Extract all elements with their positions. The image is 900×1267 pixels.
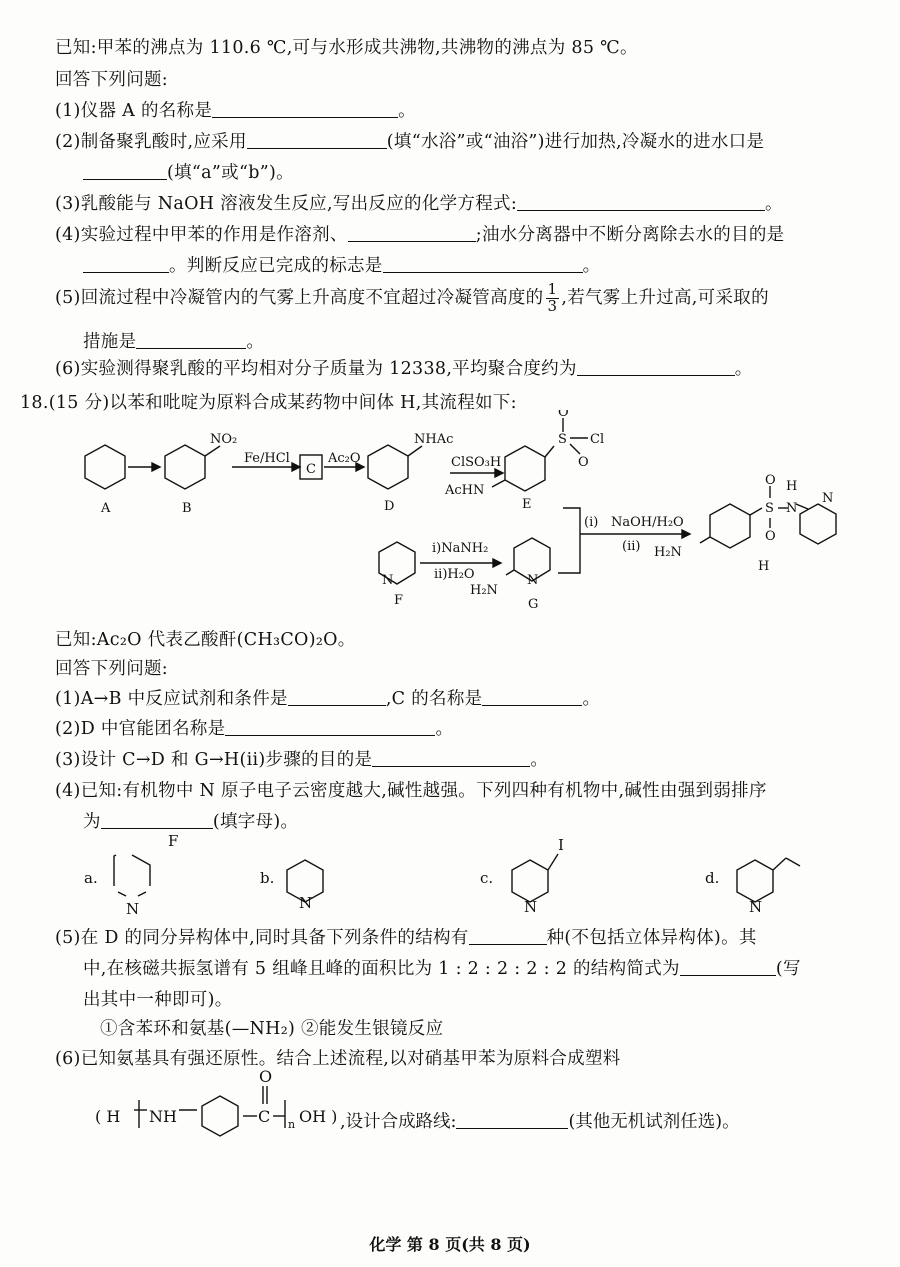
q18-header: 18.(15 分)以苯和吡啶为原料合成某药物中间体 H,其流程如下:	[20, 393, 517, 413]
answer-blank[interactable]	[101, 812, 213, 829]
option-b: b.	[260, 869, 275, 887]
option-a-n: N	[126, 900, 140, 918]
label-step-i: (i)	[584, 515, 599, 530]
option-a: a.	[84, 869, 98, 887]
pyridine-a	[132, 855, 150, 886]
synthesis-scheme	[70, 410, 890, 620]
benzene-ring-D	[368, 445, 408, 489]
q17-4c: 。判断反应已完成的标志是	[169, 256, 383, 276]
q18-1b: ,C 的名称是	[385, 689, 483, 709]
label-g: G	[528, 597, 539, 612]
answer-blank[interactable]	[136, 332, 246, 349]
label-n-h: N	[786, 501, 798, 516]
benzene-ring-polymer	[202, 1096, 238, 1136]
q17-5c: 措施是	[83, 332, 137, 352]
q18-2	[55, 715, 453, 740]
q18-1-end: 。	[582, 689, 601, 709]
q17-6	[55, 355, 753, 380]
q17-2a: (2)制备聚乳酸时,应采用	[55, 132, 247, 152]
polymer-left: ( H	[95, 1107, 121, 1126]
label-n-g: N	[527, 573, 539, 588]
option-a-f: F	[168, 832, 179, 850]
label-n-f: N	[382, 573, 394, 588]
q18-4b: 为	[83, 812, 101, 832]
answer-blank[interactable]	[517, 194, 765, 211]
option-d: d.	[705, 869, 720, 887]
q18-1a: (1)A→B 中反应试剂和条件是	[55, 689, 288, 709]
answer-blank[interactable]	[482, 689, 582, 706]
label-e: E	[522, 497, 532, 512]
answer-blank[interactable]	[247, 132, 387, 149]
q17-4b: ;油水分离器中不断分离除去水的目的是	[475, 225, 785, 245]
q18-5c: 中,在核磁共振氢谱有 5 组峰且峰的面积比为 1 : 2 : 2 : 2 : 2 的结构简式为	[83, 959, 680, 979]
q17-5-cont	[83, 328, 264, 353]
pyridine-options	[80, 830, 860, 920]
polymer-nh: NH	[149, 1107, 177, 1126]
label-step-ii: (ii)	[622, 539, 641, 554]
label-h-compound: H	[758, 559, 770, 574]
label-o-h1: O	[765, 473, 776, 488]
q17-6-text: (6)实验测得聚乳酸的平均相对分子质量为 12338,平均聚合度约为	[55, 359, 577, 379]
label-s-h: S	[765, 501, 774, 516]
q18-prompt: 回答下列问题:	[55, 659, 168, 679]
benzene-ring-B	[165, 445, 205, 489]
polymer-o: O	[259, 1070, 273, 1086]
option-b-n: N	[299, 894, 313, 912]
q17-2b: (填“水浴”或“油浴”)进行加热,冷凝水的进水口是	[386, 132, 765, 152]
q17-5	[55, 282, 769, 315]
reagent-nanh2: i)NaNH₂	[432, 541, 489, 556]
q17-prompt: 回答下列问题:	[55, 70, 168, 90]
fraction-one-third: $\frac{1}{3}$	[547, 280, 558, 315]
q17-2c: (填“a”或“b”)。	[167, 163, 294, 183]
answer-blank[interactable]	[288, 689, 386, 706]
benzene-ring-E	[505, 446, 545, 491]
q18-2-text: (2)D 中官能团名称是	[55, 719, 226, 739]
page-footer: 化学 第 8 页(共 8 页)	[369, 1235, 531, 1254]
label-cl: Cl	[590, 432, 605, 447]
q17-5a: (5)回流过程中冷凝管内的气雾上升高度不宜超过冷凝管高度的	[55, 287, 544, 308]
label-h2n-g: H₂N	[470, 583, 498, 598]
q17-3-text: (3)乳酸能与 NaOH 溶液发生反应,写出反应的化学方程式:	[55, 194, 518, 214]
q18-4c: (填字母)。	[212, 812, 299, 832]
answer-blank[interactable]	[348, 225, 476, 242]
answer-blank[interactable]	[456, 1112, 568, 1129]
option-c: c.	[480, 869, 494, 887]
label-n-h-ring: N	[822, 491, 834, 506]
q18-given: 已知:Ac₂O 代表乙酸酐(CH₃CO)₂O。	[55, 630, 356, 650]
q18-5e: 出其中一种即可)。	[83, 990, 233, 1010]
answer-blank[interactable]	[577, 359, 735, 376]
label-b: B	[182, 501, 192, 516]
q17-5-end: 。	[246, 332, 265, 352]
q17-1	[55, 97, 416, 122]
q17-4a: (4)实验过程中甲苯的作用是作溶剂、	[55, 225, 348, 245]
q18-5-cont	[83, 955, 801, 980]
q17-2-cont	[83, 159, 294, 184]
reagent-h2o: ii)H₂O	[434, 567, 475, 582]
q18-6c: (其他无机试剂任选)。	[568, 1112, 740, 1132]
reagent-ac2o: Ac₂O	[328, 451, 361, 466]
q17-1-end: 。	[398, 101, 416, 121]
pyridine-d	[737, 860, 773, 902]
q18-2-end: 。	[435, 719, 454, 739]
q17-1-text: (1)仪器 A 的名称是	[55, 101, 213, 121]
label-o-h2: O	[765, 529, 776, 544]
option-c-i: I	[558, 836, 564, 854]
q18-1	[55, 685, 600, 710]
pyridine-c	[512, 860, 548, 902]
polymer-c: C	[258, 1107, 271, 1126]
label-h-h: H	[786, 479, 798, 494]
q18-5-conditions: ①含苯环和氨基(—NH₂) ②能发生银镜反应	[100, 1019, 444, 1039]
label-s: S	[558, 432, 567, 447]
answer-blank[interactable]	[225, 719, 435, 736]
reagent-naoh: NaOH/H₂O	[611, 515, 684, 530]
q18-6-polymer-line	[95, 1070, 855, 1150]
reagent-clso3h: ClSO₃H	[451, 455, 502, 470]
reagent-fehcl: Fe/HCl	[244, 451, 290, 466]
label-f: F	[394, 593, 404, 608]
q18-6: (6)已知氨基具有强还原性。结合上述流程,以对硝基甲苯为原料合成塑料	[55, 1049, 621, 1069]
label-o-bottom: O	[578, 455, 589, 470]
q17-6-end: 。	[734, 359, 753, 379]
pyridine-ring-H	[800, 504, 836, 544]
polymer-oh: OH )	[299, 1107, 338, 1126]
label-nhac: NHAc	[414, 432, 454, 447]
q18-6-route	[340, 1108, 740, 1133]
q17-3	[55, 190, 783, 215]
polymer-n: n	[288, 1118, 296, 1131]
q18-4: (4)已知:有机物中 N 原子电子云密度越大,碱性越强。下列四种有机物中,碱性由强到弱排序	[55, 781, 767, 801]
q18-5a: (5)在 D 的同分异构体中,同时具备下列条件的结构有	[55, 928, 469, 948]
q18-5b: 种(不包括立体异构体)。其	[546, 928, 757, 948]
answer-blank[interactable]	[212, 101, 398, 118]
answer-blank[interactable]	[83, 256, 169, 273]
q18-5d: (写	[775, 959, 801, 979]
q17-4-cont	[83, 252, 600, 277]
answer-blank[interactable]	[680, 959, 776, 976]
q18-5	[55, 924, 757, 949]
q17-4	[55, 221, 784, 246]
q18-3-text: (3)设计 C→D 和 G→H(ii)步骤的目的是	[55, 750, 373, 770]
label-a: A	[101, 501, 111, 516]
q17-3-end: 。	[765, 194, 783, 214]
q18-3-end: 。	[530, 750, 549, 770]
label-o-top: O	[558, 410, 569, 420]
label-no2: NO₂	[210, 432, 238, 447]
label-h2n-h: H₂N	[654, 545, 682, 560]
answer-blank[interactable]	[469, 928, 547, 945]
q18-3	[55, 746, 548, 771]
answer-blank[interactable]	[83, 163, 167, 180]
option-d-n: N	[749, 898, 763, 916]
benzene-ring-H	[710, 504, 750, 548]
label-d: D	[384, 499, 395, 514]
benzene-ring-A	[85, 445, 125, 489]
label-achn: AcHN	[445, 483, 485, 498]
option-c-n: N	[524, 898, 538, 916]
q17-5b: ,若气雾上升过高,可采取的	[561, 287, 769, 308]
q17-given: 已知:甲苯的沸点为 110.6 ℃,可与水形成共沸物,共沸物的沸点为 85 ℃。	[55, 38, 638, 58]
q17-2	[55, 128, 764, 153]
q17-4-end: 。	[582, 256, 601, 276]
answer-blank[interactable]	[383, 256, 583, 273]
q18-6b: ,设计合成路线:	[340, 1112, 457, 1132]
answer-blank[interactable]	[372, 750, 530, 767]
label-c: C	[306, 462, 316, 477]
